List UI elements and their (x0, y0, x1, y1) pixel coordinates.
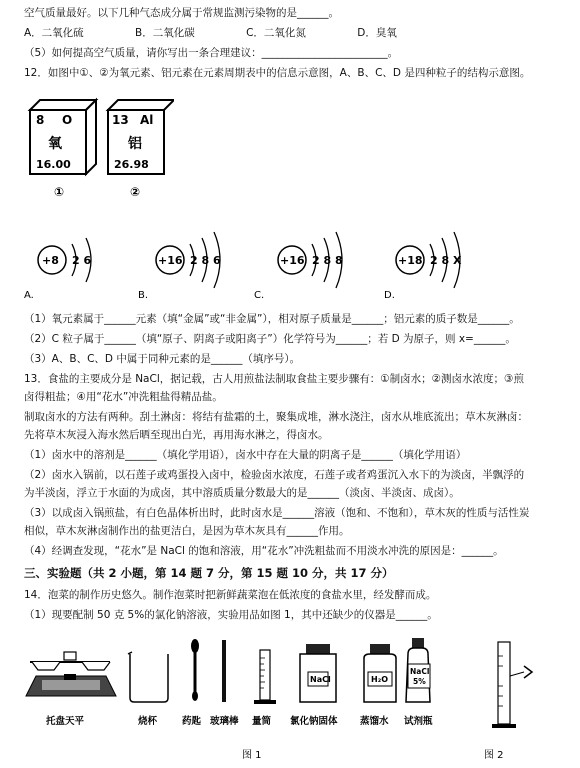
nucleus-charge: +16 (158, 254, 183, 267)
question-13-part-1: （1）卤水中的溶剂是______（填化学用语），卤水中存在大量的阴离子是______（填化学用语） (24, 449, 467, 461)
element-symbol: Al (140, 113, 154, 127)
section-heading: 三、实验题（共 2 小题，第 14 题 7 分，第 15 题 10 分，共 17 分） (24, 566, 394, 580)
element-mass: 26.98 (114, 158, 149, 171)
beaker-icon (128, 652, 168, 702)
question-12-stem: 12．如图中①、②为氧元素、铝元素在元素周期表中的信息示意图，A、B、C、D 是四种粒子的结构示意图。 (24, 67, 531, 79)
element-tag: ② (130, 185, 141, 199)
apparatus-label: 量筒 (252, 716, 272, 727)
element-number: 13 (112, 113, 129, 127)
element-card-aluminium (108, 100, 174, 199)
question-13-stem: 13．食盐的主要成分是 NaCl，据记载，古人用煎盐法制取食盐主要步骤有：①制卤水；②测卤水浓度；③煎 (24, 373, 524, 385)
balance-icon (26, 652, 116, 696)
question-13-stem-cont: 卤得粗盐；④用“花水”冲洗粗盐得精品盐。 (24, 391, 223, 403)
element-name: 铝 (128, 136, 142, 152)
bottle-label: NaCl (310, 675, 331, 684)
bottle-label: 5% (413, 677, 426, 686)
sodium-chloride-bottle-icon (300, 644, 336, 702)
apparatus-label: 玻璃棒 (210, 716, 239, 727)
apparatus-label: 烧杯 (138, 716, 158, 727)
question-14-stem: 14．泡菜的制作历史悠久。制作泡菜时把新鲜蔬菜泡在低浓度的食盐水里，经发酵而成。 (24, 589, 437, 601)
element-name: 氧 (48, 136, 62, 152)
option-label: B. (138, 290, 149, 301)
element-card-oxygen (30, 100, 96, 199)
option-label: C. (254, 290, 265, 301)
answer-options (24, 26, 445, 40)
apparatus-label: 试剂瓶 (404, 716, 433, 727)
question-12-part-2: （2）C 粒子属于______（填“原子、阴离子或阳离子”）化学符号为______；若 D 为原子，则 x=______。 (24, 333, 516, 345)
question-13-part-4: （4）经调查发现，“花水”是 NaCl 的饱和溶液，用“花水”冲洗粗盐而不用淡水冲洗的原因是：______。 (24, 545, 504, 557)
question-14-part-1: （1）现要配制 50 克 5%的氯化钠溶液，实验用品如图 1，其中还缺少的仪器是______。 (24, 609, 438, 621)
electron-config: 2 8 X (430, 254, 462, 267)
distilled-water-bottle-icon (364, 644, 396, 702)
apparatus-label: 氯化钠固体 (290, 716, 338, 727)
nucleus-charge: +8 (42, 254, 59, 267)
apparatus-figure (24, 636, 560, 764)
element-number: 8 (36, 113, 45, 127)
atom-diagram-d (384, 232, 462, 301)
atom-structure-diagrams (24, 218, 560, 302)
periodic-table-cards (24, 96, 174, 204)
spatula-icon (191, 639, 199, 701)
atom-diagram-b (138, 232, 221, 301)
electron-config: 2 6 (72, 254, 92, 267)
element-mass: 16.00 (36, 158, 71, 171)
question-12-part-3: （3）A、B、C、D 中属于同种元素的是______（填序号）。 (24, 353, 301, 365)
option-c: C．二氧化氮 (246, 27, 306, 39)
bottle-label: NaCl (410, 667, 430, 676)
option-d: D．臭氧 (357, 27, 397, 39)
option-label: D. (384, 290, 395, 301)
figure-2-cylinder-icon (492, 642, 532, 728)
question-13-method: 制取卤水的方法有两种。刮土淋卤：将结有盐霜的土，聚集成堆，淋水浇注，卤水从堆底流出；草木灰淋卤： (24, 411, 528, 423)
atom-diagram-a (24, 238, 91, 301)
glass-rod-icon (222, 640, 226, 702)
option-b: B．二氧化碳 (135, 27, 195, 39)
atom-diagram-c (254, 232, 343, 301)
question-text: （5）如何提高空气质量，请你写出一条合理建议：________________________。 (24, 47, 399, 59)
electron-config: 2 8 6 (190, 254, 221, 267)
apparatus-label: 托盘天平 (46, 716, 85, 727)
apparatus-label: 蒸馏水 (360, 716, 389, 727)
option-label: A. (24, 290, 34, 301)
question-13-part-2-cont: 为半淡卤，浮立于水面的为成卤，其中溶质质量分数最大的是______（淡卤、半淡卤、成卤）。 (24, 487, 460, 499)
figure-1-caption: 图 1 (242, 750, 262, 761)
element-symbol: O (62, 113, 73, 127)
bottle-label: H₂O (371, 675, 388, 684)
question-13-part-3-cont: 相似，草木灰淋卤制作出的盐更洁白，是因为草木灰具有______作用。 (24, 525, 350, 537)
figure-2-caption: 图 2 (484, 750, 504, 761)
question-13-part-3: （3）以成卤入锅煎盐，有白色晶体析出时，此时卤水是______溶液（饱和、不饱和），草木灰的性质与活性炭 (24, 507, 530, 519)
reagent-bottle-icon (406, 638, 430, 702)
apparatus-label: 药匙 (182, 716, 202, 727)
nucleus-charge: +16 (280, 254, 305, 267)
question-13-method-cont: 先将草木灰浸入海水然后晒至现出白光，再用海水淋之，得卤水。 (24, 429, 329, 441)
element-tag: ① (54, 185, 65, 199)
measuring-cylinder-icon (254, 650, 276, 704)
question-text: 空气质量最好。以下几种气态成分属于常规监测污染物的是______。 (24, 7, 339, 19)
option-a: A．二氧化硫 (24, 27, 84, 39)
question-12-part-1: （1）氧元素属于______元素（填“金属”或“非金属”），相对原子质量是______；铝元素的质子数是______。 (24, 313, 520, 325)
electron-config: 2 8 8 (312, 254, 343, 267)
nucleus-charge: +18 (398, 254, 423, 267)
question-13-part-2: （2）卤水入锅前，以石莲子或鸡蛋投入卤中，检验卤水浓度，石莲子或者鸡蛋沉入水下的为淡卤，半飘浮的 (24, 469, 525, 481)
